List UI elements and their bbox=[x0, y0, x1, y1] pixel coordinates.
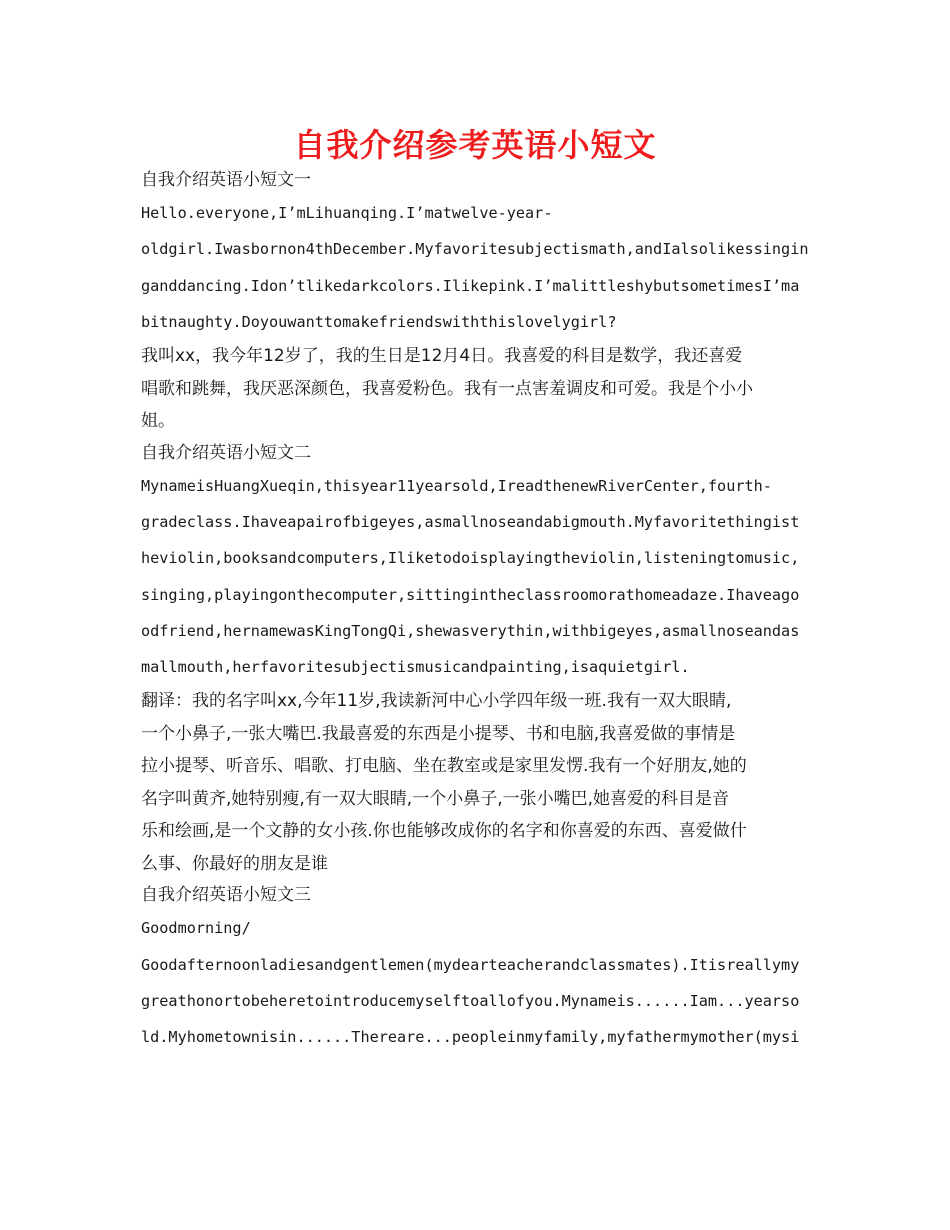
chinese-line: 一个小鼻子,一张大嘴巴.我最喜爱的东西是小提琴、书和电脑,我喜爱做的事情是 bbox=[141, 723, 736, 744]
section-heading: 自我介绍英语小短文一 bbox=[141, 170, 311, 190]
english-line: Hello.everyone,I’mLihuanqing.I’matwelve-year- bbox=[141, 204, 553, 222]
english-line: MynameisHuangXueqin,thisyear11yearsold,IreadthenewRiverCenter,fourth- bbox=[141, 476, 772, 495]
section-heading: 自我介绍英语小短文二 bbox=[141, 442, 311, 463]
chinese-line: 姐。 bbox=[141, 411, 175, 432]
chinese-line: 乐和绘画,是一个文静的女小孩.你也能够改成你的名字和你喜爱的东西、喜爱做什 bbox=[141, 821, 747, 842]
english-line: greathonortobeheretointroducemyselftoallofyou.Mynameis......Iam...yearso bbox=[141, 992, 800, 1011]
english-line: Goodafternoonladiesandgentlemen(mydearteacherandclassmates).Itisreallymy bbox=[141, 955, 800, 974]
chinese-line: 翻译：我的名字叫xx,今年11岁,我读新河中心小学四年级一班.我有一双大眼睛, bbox=[141, 691, 732, 712]
english-line: Goodmorning/ bbox=[141, 919, 251, 938]
english-line: gradeclass.Ihaveapairofbigeyes,asmallnoseandabigmouth.Myfavoritethingist bbox=[141, 512, 800, 531]
english-line: odfriend,hernamewasKingTongQi,shewasverythin,withbigeyes,asmallnoseandas bbox=[141, 621, 800, 640]
document-body bbox=[141, 165, 813, 1056]
chinese-line: 我叫xx，我今年12岁了，我的生日是12月4日。我喜爱的科目是数学，我还喜爱 bbox=[141, 346, 743, 367]
english-line: heviolin,booksandcomputers,Iliketodoisplayingtheviolin,listeningtomusic, bbox=[141, 549, 800, 568]
english-line: oldgirl.Iwasbornon4thDecember.Myfavoritesubjectismath,andIalsolikessingin bbox=[141, 240, 809, 259]
section-heading: 自我介绍英语小短文三 bbox=[141, 885, 311, 906]
english-line: singing,playingonthecomputer,sittingintheclassroomorathomeadaze.Ihaveago bbox=[141, 585, 800, 604]
chinese-line: 么事、你最好的朋友是谁 bbox=[141, 853, 328, 874]
document-title: 自我介绍参考英语小短文 bbox=[293, 126, 657, 164]
english-line: ld.Myhometownisin......Thereare...peopleinmyfamily,myfathermymother(mysi bbox=[141, 1028, 800, 1047]
english-line: mallmouth,herfavoritesubjectismusicandpainting,isaquietgirl. bbox=[141, 658, 690, 677]
english-line: ganddancing.Idon’tlikedarkcolors.Ilikepink.I’malittleshybutsometimesI’ma bbox=[141, 276, 800, 295]
english-line: bitnaughty.Doyouwanttomakefriendswiththislovelygirl? bbox=[141, 312, 617, 331]
chinese-line: 唱歌和跳舞，我厌恶深颜色，我喜爱粉色。我有一点害羞调皮和可爱。我是个小小 bbox=[141, 378, 753, 399]
chinese-line: 拉小提琴、听音乐、唱歌、打电脑、坐在教室或是家里发愣.我有一个好朋友,她的 bbox=[141, 756, 747, 777]
chinese-line: 名字叫黄齐,她特别瘦,有一双大眼睛,一个小鼻子,一张小嘴巴,她喜爱的科目是音 bbox=[141, 788, 730, 809]
